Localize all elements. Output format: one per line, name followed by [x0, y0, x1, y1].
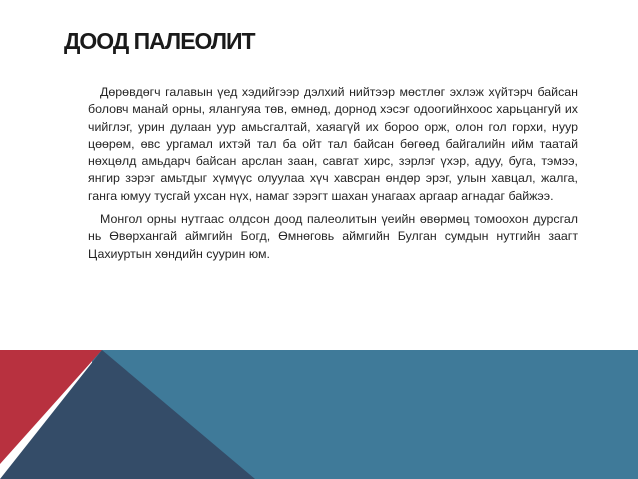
paragraph-2: Монгол орны нутгаас олдсон доод палеолитын үеийн өвөрмөц томоохон дурсгал нь Өвөрхангай аймгийн Богд, Өмнөговь аймгийн Булган сумдын нутгийн заагт Цахиуртын хөндийн суурин юм.	[88, 212, 578, 261]
paragraph-1: Дөрөвдөгч галавын үед хэдийгээр дэлхий нийтээр мөстлөг эхлэж хүйтэрч байсан боловч манай орны, ялангуяа төв, өмнөд, дорнод хэсэг одоогийнхоос харьцангуй их чийглэг, урин дулаан уур амьсгалтай, хаяагүй их бороо орж, олон гол горхи, нуур цөөрөм, өвс ургамал ихтэй тал ба ойт тал байсан бөгөөд байгалийн ийм таатай нөхцөлд амьдарч байсан арслан заан, савгат хирс, зэрлэг үхэр, адуу, буга, тэмээ, янгир зэрэг амьтдыг хүмүүс олуулаа хүч хавсран өндөр эрэг, улын хавцал, жалга, ганга юмуу тусгай ухсан нүх, намаг зэрэгт шахан унагаах аргаар агнадаг байжээ.	[88, 85, 578, 203]
body-text	[88, 84, 578, 269]
decorative-band	[0, 340, 638, 479]
slide-title: ДООД ПАЛЕОЛИТ	[64, 28, 255, 54]
